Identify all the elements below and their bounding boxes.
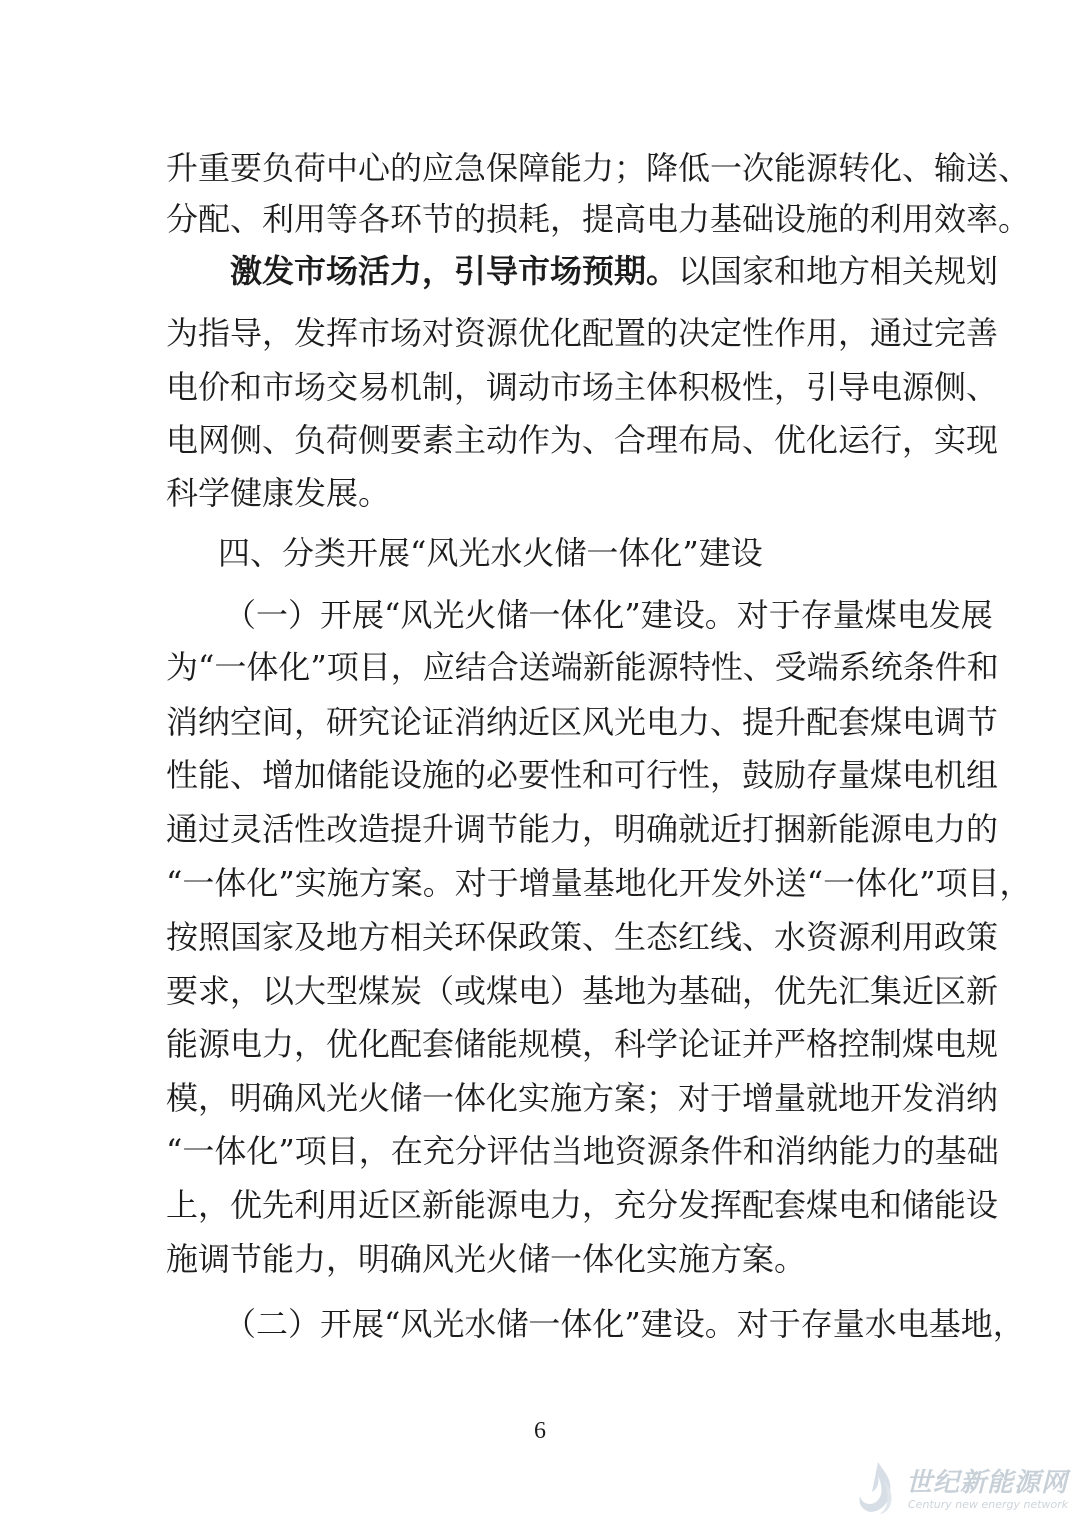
paragraph-line: 施调节能力，明确风光火储一体化实施方案。 xyxy=(166,1240,807,1278)
paragraph-line: 能源电力，优化配套储能规模，科学论证并严格控制煤电规 xyxy=(166,1025,999,1063)
flame-logo-icon xyxy=(854,1460,900,1516)
subsection-first-line: （一）开展“风光火储一体化”建设。对于存量煤电发展 xyxy=(224,596,993,634)
paragraph-line: 性能、增加储能设施的必要性和可行性，鼓励存量煤电机组 xyxy=(166,756,999,794)
paragraph-line: 升重要负荷中心的应急保障能力；降低一次能源转化、输送、 xyxy=(166,149,1031,187)
lead-rest-text: 以国家和地方相关规划 xyxy=(678,252,999,290)
paragraph-line: 消纳空间，研究论证消纳近区风光电力、提升配套煤电调节 xyxy=(166,703,999,741)
paragraph-line: 科学健康发展。 xyxy=(166,474,391,512)
watermark-title: 世纪新能源网 xyxy=(906,1468,1069,1498)
watermark-logo xyxy=(854,1458,1074,1520)
bold-lead-text: 激发市场活力，引导市场预期。 xyxy=(230,252,679,290)
paragraph-lead-line xyxy=(230,251,999,291)
watermark-subtitle: Century new energy network xyxy=(908,1498,1069,1511)
section-heading: 四、分类开展“风光水火储一体化”建设 xyxy=(218,534,763,572)
paragraph-line: 电价和市场交易机制，调动市场主体积极性，引导电源侧、 xyxy=(166,368,999,406)
paragraph-line: 为“一体化”项目，应结合送端新能源特性、受端系统条件和 xyxy=(166,648,999,686)
paragraph-line: 按照国家及地方相关环保政策、生态红线、水资源利用政策 xyxy=(166,918,999,956)
paragraph-line: 电网侧、负荷侧要素主动作为、合理布局、优化运行，实现 xyxy=(166,421,999,459)
paragraph-line: “一体化”项目，在充分评估当地资源条件和消纳能力的基础 xyxy=(166,1132,999,1170)
paragraph-line: “一体化”实施方案。对于增量基地化开发外送“一体化”项目， xyxy=(166,864,1032,902)
subsection-first-line: （二）开展“风光水储一体化”建设。对于存量水电基地， xyxy=(224,1305,1025,1343)
paragraph-line: 为指导，发挥市场对资源优化配置的决定性作用，通过完善 xyxy=(166,314,999,352)
paragraph-line: 通过灵活性改造提升调节能力，明确就近打捆新能源电力的 xyxy=(166,810,999,848)
paragraph-line: 分配、利用等各环节的损耗，提高电力基础设施的利用效率。 xyxy=(166,200,1031,238)
page-number: 6 xyxy=(534,1418,546,1444)
paragraph-line: 模，明确风光火储一体化实施方案；对于增量就地开发消纳 xyxy=(166,1079,999,1117)
paragraph-line: 要求，以大型煤炭（或煤电）基地为基础，优先汇集近区新 xyxy=(166,972,999,1010)
paragraph-line: 上，优先利用近区新能源电力，充分发挥配套煤电和储能设 xyxy=(166,1186,999,1224)
